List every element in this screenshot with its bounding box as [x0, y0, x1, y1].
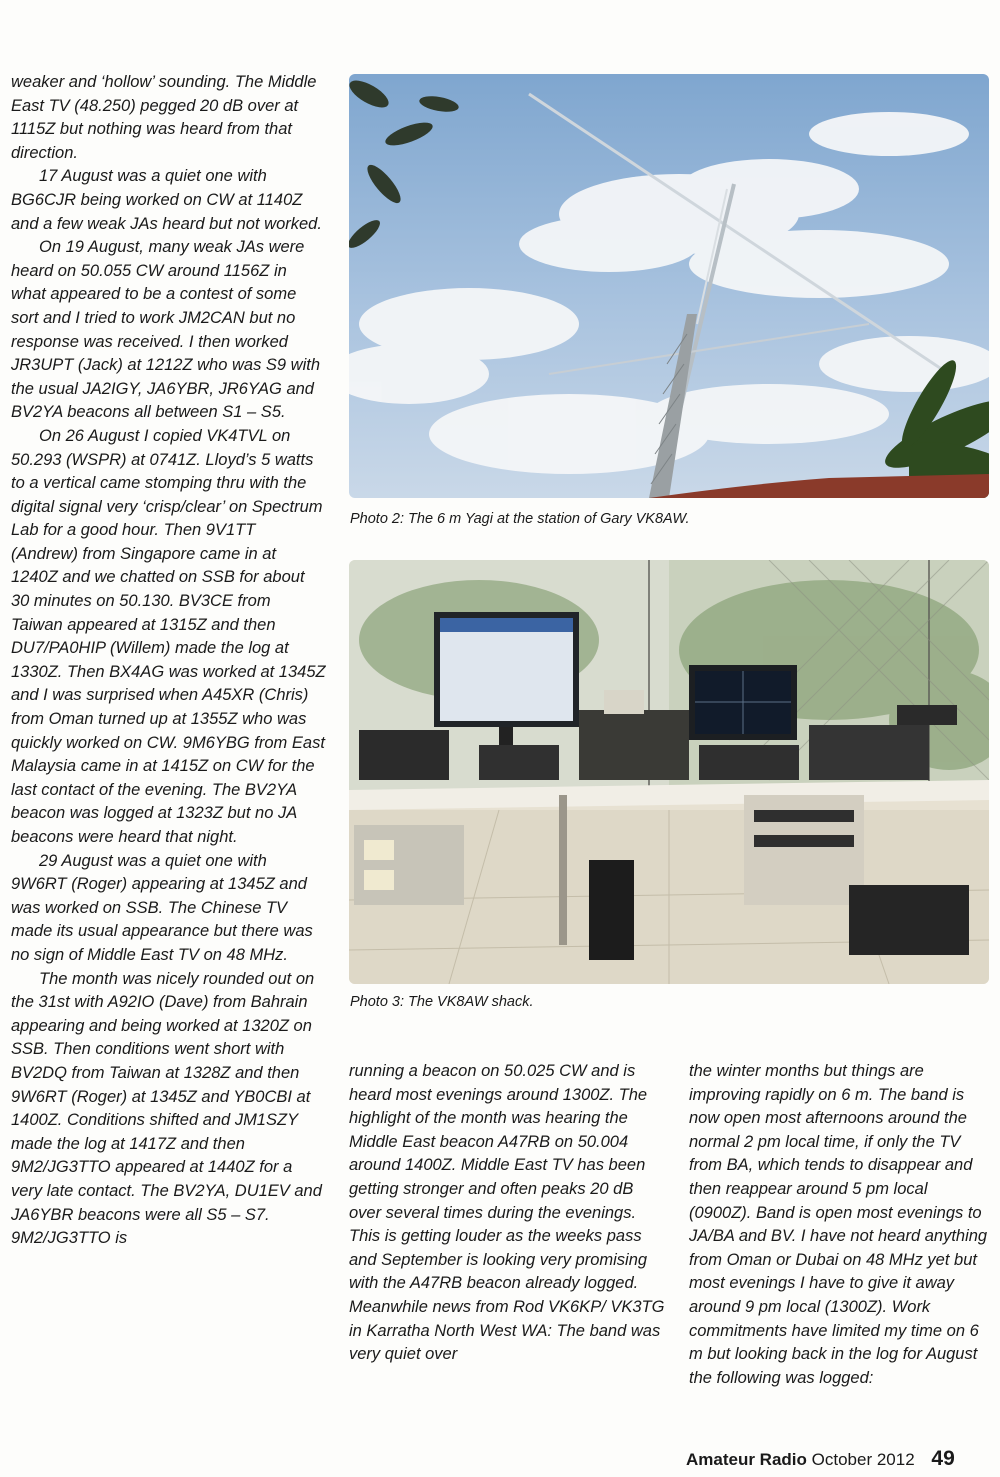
- right-text-column: [689, 1060, 989, 1390]
- magazine-title: Amateur Radio: [686, 1450, 807, 1469]
- paragraph: 17 August was a quiet one with BG6CJR being worked on CW at 1140Z and a few weak JAs heard but not worked.: [11, 167, 322, 233]
- paragraph: On 26 August I copied VK4TVL on 50.293 (WSPR) at 0741Z. Lloyd’s 5 watts to a vertical came stomping thru with the digital signal very ‘crisp/clear’ on Spectrum Lab for a good hour. Then 9V1TT (Andrew) from Singapore came in at 1240Z and we chatted on SSB for about 30 minutes on 50.130. BV3CE from Taiwan appeared at 1315Z and then DU7/PA0HIP (Willem) made the log at 1330Z. Then BX4AG was worked at 1345Z and I was surprised when A45XR (Chris) from Oman turned up at 1355Z who was quickly worked on CW. 9M6YBG from East Malaysia came in at 1415Z on CW for the last contact of the evening. The BV2YA beacon was logged at 1323Z but no JA beacons were heard that night.: [11, 426, 326, 846]
- radio-shack-photo: [349, 560, 989, 984]
- page-footer: [686, 1446, 994, 1472]
- left-text-column: [11, 71, 326, 1251]
- paragraph: Meanwhile news from Rod VK6KP/ VK3TG in Karratha North West WA: The band was very quiet over: [349, 1297, 665, 1364]
- paragraph: The month was nicely rounded out on the 31st with A92IO (Dave) from Bahrain appearing and being worked at 1320Z on SSB. Then conditions went short with BV2DQ from Taiwan at 1328Z and then 9W6RT (Roger) at 1345Z and YB0CBI at 1400Z. Conditions shifted and JM1SZY made the log at 1417Z and then 9M2/JG3TTO appeared at 1440Z for a very late contact. The BV2YA, DU1EV and JA6YBR beacons were all S5 – S7. 9M2/JG3TTO is: [11, 969, 322, 1248]
- paragraph: the winter months but things are improving rapidly on 6 m. The band is now open most afternoons around the normal 2 pm local time, if only the TV from BA, which tends to disappear and then reappear around 5 pm local (0900Z). Band is open most evenings to JA/BA and BV. I have not heard anything from Oman or Dubai on 48 MHz yet but most evenings I have to give it away around 9 pm local (1300Z). Work commitments have limited my time on 6 m but looking back in the log for August the following was logged:: [689, 1062, 988, 1387]
- shack-photo-caption: Photo 3: The VK8AW shack.: [350, 994, 534, 1010]
- paragraph: On 19 August, many weak JAs were heard on 50.055 CW around 1156Z in what appeared to be a contest of some sort and I tried to work JM2CAN but no response was received. I then worked JR3UPT (Jack) at 1212Z who was S9 with the usual JA2IGY, JA6YBR, JR6YAG and BV2YA beacons all between S1 – S5.: [11, 238, 321, 422]
- yagi-antenna-photo: [349, 74, 989, 498]
- yagi-photo-caption: Photo 2: The 6 m Yagi at the station of Gary VK8AW.: [350, 511, 690, 527]
- issue-date: October 2012: [811, 1450, 915, 1469]
- paragraph: running a beacon on 50.025 CW and is heard most evenings around 1300Z. The highlight of the month was hearing the Middle East beacon A47RB on 50.004 around 1400Z. Middle East TV has been getting stronger and often peaks 20 dB over several times during the evenings. This is getting louder as the weeks pass and September is looking very promising with the A47RB beacon already logged.: [349, 1062, 648, 1293]
- paragraph: 29 August was a quiet one with 9W6RT (Roger) appearing at 1345Z and was worked on SSB. The Chinese TV made its usual appearance but there was no sign of Middle East TV on 48 MHz.: [11, 851, 313, 964]
- page-number: 49: [931, 1447, 955, 1470]
- middle-text-column: [349, 1060, 667, 1367]
- paragraph: weaker and ‘hollow’ sounding. The Middle East TV (48.250) pegged 20 dB over at 1115Z but nothing was heard from that direction.: [11, 73, 317, 162]
